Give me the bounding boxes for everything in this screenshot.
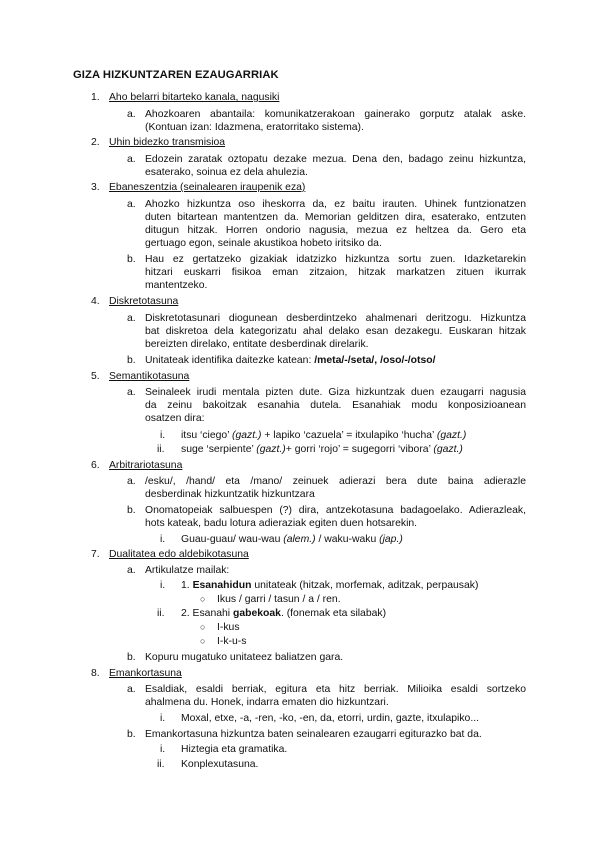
text-line: hots kateak, badu lotura adieraziak egiten duen hotsarekin. [145,518,418,529]
bullet-icon: ○ [200,594,206,604]
text-line: bereizten direlako, entitate desberdinak direlarik. [145,339,369,350]
section-number: 5. [91,371,100,382]
bullet-icon: ○ [200,636,206,646]
text-line: Ikus / garri / tasun / a / ren. [217,594,341,605]
italic-note: (gazt.) [256,444,286,455]
text-line: I-kus [217,622,240,633]
text-line [181,579,478,592]
item-marker: ii. [157,759,165,770]
text-line: esaterako, soinua ez dela ahulezia. [145,167,308,178]
section-number: 2. [91,137,100,148]
item-marker: b. [127,729,136,740]
text-line: Esaldiak, esaldi berriak, egitura eta hitz berriak. Milioika esaldi sortzeko [145,684,526,695]
text-line: Seinaleek irudi mentala pizten dute. Giza hizkuntzak duen ezaugarri nagusia [145,387,526,398]
italic-note: (gazt.) [232,430,262,441]
text-line: Hau ez gertatzeko gizakiak idatzizko hizkuntza sortu zuen. Idazketarekin [145,254,526,265]
item-marker: b. [127,355,136,366]
item-marker: b. [127,254,136,265]
text-span: + lapiko ‘cazuela’ = itxulapiko ‘hucha’ [261,430,437,441]
item-marker: i. [160,534,166,545]
text-span: 1. [181,580,193,591]
text-line: duten bitartean mantentzen da. Memorian gelditzen dira, esaterako, entzuten [145,212,526,223]
item-marker: b. [127,505,136,516]
section-heading: Emankortasuna [109,668,182,679]
text-line: bat diskretoa dela kategorizatu ahal delako esan dezakegu. Euskaran hitzak [145,326,526,337]
text-line: ditugun hitzak. Horren ondorio nagusia, mezua ez heltzea da. Gero eta [145,225,526,236]
section-heading: Semantikotasuna [109,371,190,382]
text-line [145,354,436,367]
item-marker: a. [127,199,136,210]
text-line: I-k-u-s [217,636,247,647]
text-span: 2. Esanahi [181,608,233,619]
item-marker: a. [127,387,136,398]
text-span: . (fonemak eta silabak) [280,608,387,619]
text-span: suge ‘serpiente’ [181,444,257,455]
item-marker: i. [160,580,166,591]
text-span: / waku-waku [315,534,380,545]
text-line: Moxal, etxe, -a, -ren, -ko, -en, da, etorri, urdin, gazte, itxulapiko... [181,713,479,724]
text-line: Emankortasuna hizkuntza baten seinalearen ezaugarri egiturazko bat da. [145,729,482,740]
text-line [181,533,403,546]
item-marker: a. [127,154,136,165]
section-number: 6. [91,460,100,471]
item-marker: i. [160,713,166,724]
item-marker: a. [127,109,136,120]
section-number: 1. [91,92,100,103]
section-heading: Arbitrariotasuna [109,460,183,471]
item-marker: a. [127,313,136,324]
bullet-icon: ○ [200,622,206,632]
italic-note: (gazt.) [433,444,463,455]
italic-note: (jap.) [379,534,403,545]
item-marker: i. [160,430,166,441]
bold-example: /meta/-/seta/, /oso/-/otso/ [314,355,436,366]
text-span: itsu ‘ciego’ [181,430,233,441]
text-span: Guau-guau/ wau-wau [181,534,284,545]
text-line: Ahozkoaren abantaila: komunikatzerakoan gainerako gorputz atalak aske. [145,109,526,120]
item-marker: ii. [157,608,165,619]
text-line: osatzen dira: [145,413,205,424]
section-number: 7. [91,549,100,560]
bold-term: gabekoak [233,608,281,619]
text-line: Kopuru mugatuko unitateez baliatzen gara. [145,652,344,663]
section-heading: Diskretotasuna [109,296,179,307]
section-number: 8. [91,668,100,679]
text-line: Hiztegia eta gramatika. [181,744,288,755]
text-line: Edozein zaratak oztopatu dezake mezua. Dena den, badago zeinu hizkuntza, [145,154,526,165]
text-line: gertuago egon, seinale akustikoa hobeto iritsiko da. [145,238,382,249]
item-marker: a. [127,476,136,487]
text-line: /esku/, /hand/ eta /mano/ zeinuek adierazi bera dute baina adierazle [145,476,526,487]
text-span: Unitateak identifika daitezke katean: [145,355,315,366]
item-marker: b. [127,652,136,663]
text-line: hitzari euskarri fisikoa eman zitzaion, hitzak markatzen zituen ikurrak [145,267,526,278]
text-line: mantentzeko. [145,280,208,291]
text-span: unitateak (hitzak, morfemak, aditzak, perpausak) [251,580,479,591]
text-line: ahalmena du. Honek, indarra ematen dio hizkuntzari. [145,697,389,708]
text-line: da zeinu bakoitzak esanahia dutela. Esanahiak modu konposizioanean [145,400,526,411]
item-marker: i. [160,744,166,755]
text-line: (Kontuan izan: Idazmena, eratorritako sistema). [145,122,364,133]
text-line: desberdinak hizkuntzatik hizkuntzara [145,489,315,500]
section-heading: Ebaneszentzia (seinalearen iraupenik eza) [109,182,306,193]
italic-note: (gazt.) [436,430,467,441]
text-line [181,443,463,456]
section-number: 4. [91,296,100,307]
section-number: 3. [91,182,100,193]
item-marker: ii. [157,444,165,455]
bold-term: Esanahidun [192,580,252,591]
item-marker: a. [127,565,136,576]
italic-note: (alem.) [283,534,316,545]
text-line [181,607,386,620]
text-line: Artikulatze mailak: [145,565,230,576]
text-line: Onomatopeiak salbuespen (?) dira, antzekotasuna badagoelako. Adierazleak, [145,505,526,516]
section-heading: Uhin bidezko transmisioa [109,137,226,148]
section-heading: Dualitatea edo aldebikotasuna [109,549,249,560]
document-title: GIZA HIZKUNTZAREN EZAUGARRIAK [73,69,279,81]
text-line: Konplexutasuna. [181,759,259,770]
text-line: Ahozko hizkuntza oso iheskorra da, ez baitu irauten. Uhinek funtzionatzen [145,199,526,210]
text-line: Diskretotasunari diogunean desberdintzeko ahalmenari deritzogu. Hizkuntza [145,313,526,324]
text-line [181,429,466,442]
item-marker: a. [127,684,136,695]
text-span: + gorri ‘rojo’ = sugegorri ‘vibora’ [285,444,434,455]
section-heading: Aho belarri bitarteko kanala, nagusiki [109,92,280,103]
